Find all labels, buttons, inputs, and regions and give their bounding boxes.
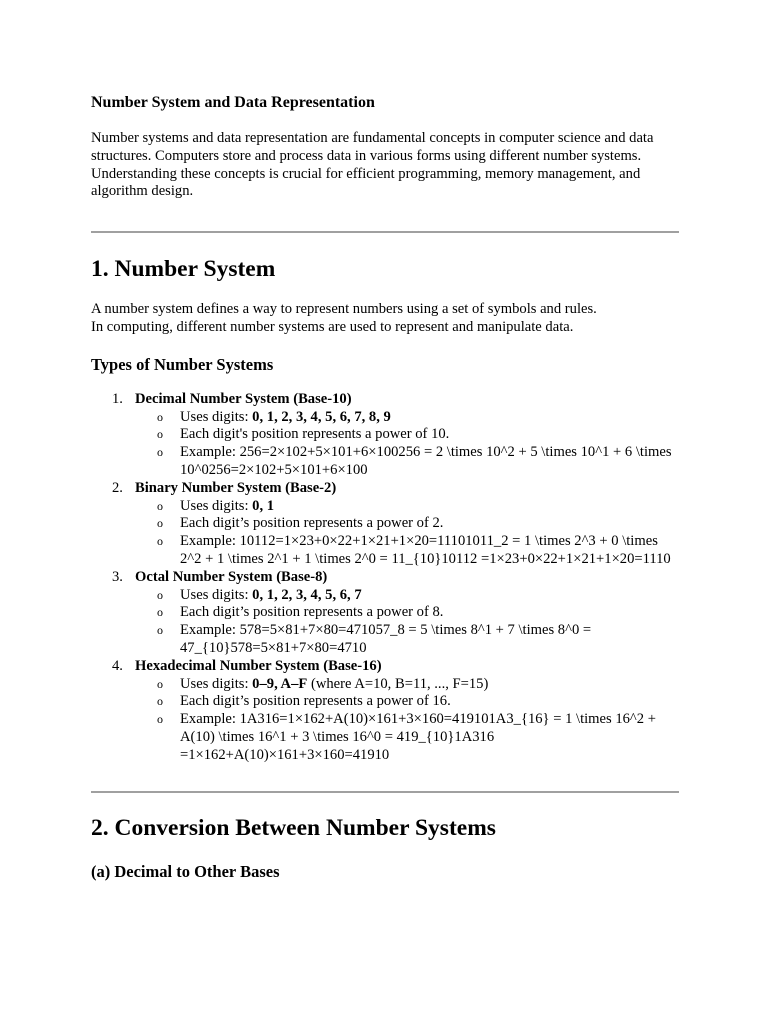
sub-list — [135, 498, 679, 569]
bullet-icon: o — [157, 712, 163, 727]
sub-item-digits: o Uses digits: 0–9, A–F (where A=10, B=11, ..., F=15) — [157, 675, 489, 692]
bullet-icon: o — [157, 623, 163, 638]
bullet-icon: o — [157, 676, 163, 691]
section1-paragraph — [91, 301, 679, 337]
bullet-icon: o — [157, 427, 163, 442]
digits-value: 0, 1 — [252, 497, 275, 514]
sub-item-position: o Each digit’s position represents a power of 2. — [157, 515, 444, 532]
sub-item-position: o Each digit's position represents a power of 10. — [157, 426, 450, 443]
sub-item-position: o Each digit’s position represents a power of 16. — [157, 693, 451, 710]
document-title: Number System and Data Representation — [91, 94, 375, 111]
bullet-icon: o — [157, 605, 163, 620]
types-subheading: Types of Number Systems — [91, 354, 274, 374]
sub-item-example: o Example: 10112=1×23+0×22+1×21+1×20=11101011_2 = 1 \times 2^3 + 0 \times 2^2 + 1 \times 2^1 + 1 \times 2^0 = 11_{10}10112 =1×23+0×22+1×21+1×20=1110 — [157, 533, 671, 567]
bullet-icon: o — [157, 409, 163, 424]
sub-list — [135, 676, 679, 765]
number-system-types-list — [91, 391, 679, 765]
bullet-icon: o — [157, 445, 163, 460]
list-number: 3. — [112, 568, 123, 585]
bullet-icon: o — [157, 498, 163, 513]
section1-line-2: In computing, different number systems are used to represent and manipulate data. — [91, 318, 574, 335]
sub-item-example: o Example: 578=5×81+7×80=471057_8 = 5 \times 8^1 + 7 \times 8^0 = 47_{10}578=5×81+7×80=4710 — [157, 622, 592, 656]
section1-line-1: A number system defines a way to represent numbers using a set of symbols and rules. — [91, 301, 597, 318]
list-item-title: Octal Number System (Base-8) — [135, 568, 328, 585]
list-number: 2. — [112, 479, 123, 496]
bullet-icon: o — [157, 587, 163, 602]
intro-paragraph: Number systems and data representation are fundamental concepts in computer science and data structures. Computers store and process data in various forms using different number systems. Understanding these concepts is crucial for efficient programming, memory management, and algorithm design. — [91, 130, 654, 200]
sub-item-digits: o Uses digits: 0, 1, 2, 3, 4, 5, 6, 7 — [157, 586, 362, 603]
list-item-binary — [91, 480, 679, 569]
sub-item-digits: o Uses digits: 0, 1 — [157, 497, 275, 514]
bullet-icon: o — [157, 534, 163, 549]
list-item-title: Binary Number System (Base-2) — [135, 479, 337, 496]
sub-item-example: o Example: 1A316=1×162+A(10)×161+3×160=419101A3_{16} = 1 \times 16^2 + A(10) \times 16^1 + 3 \times 16^0 = 419_{10}1A316 =1×162+A(10)×161+3×160=41910 — [157, 711, 656, 763]
document-content — [91, 93, 679, 882]
list-item-title: Decimal Number System (Base-10) — [135, 390, 352, 407]
sub-list — [135, 587, 679, 658]
section2-subheading: (a) Decimal to Other Bases — [91, 861, 280, 881]
sub-item-position: o Each digit’s position represents a power of 8. — [157, 604, 444, 621]
bullet-icon: o — [157, 516, 163, 531]
list-number: 1. — [112, 390, 123, 407]
list-item-octal — [91, 569, 679, 658]
sub-list — [135, 409, 679, 480]
horizontal-divider — [91, 231, 679, 233]
section1-heading: 1. Number System — [91, 256, 276, 283]
digits-value: 0, 1, 2, 3, 4, 5, 6, 7 — [252, 586, 362, 603]
digits-value: 0–9, A–F — [252, 675, 308, 692]
digits-value: 0, 1, 2, 3, 4, 5, 6, 7, 8, 9 — [252, 408, 391, 425]
horizontal-divider — [91, 791, 679, 793]
list-item-decimal — [91, 391, 679, 480]
list-item-hexadecimal — [91, 658, 679, 765]
list-item-title: Hexadecimal Number System (Base-16) — [135, 657, 382, 674]
bullet-icon: o — [157, 694, 163, 709]
sub-item-example: o Example: 256=2×102+5×101+6×100256 = 2 \times 10^2 + 5 \times 10^1 + 6 \times 10^0256=2×102+5×101+6×100 — [157, 444, 672, 478]
list-number: 4. — [112, 657, 123, 674]
section2-heading: 2. Conversion Between Number Systems — [91, 814, 496, 841]
sub-item-digits: o Uses digits: 0, 1, 2, 3, 4, 5, 6, 7, 8, 9 — [157, 408, 391, 425]
